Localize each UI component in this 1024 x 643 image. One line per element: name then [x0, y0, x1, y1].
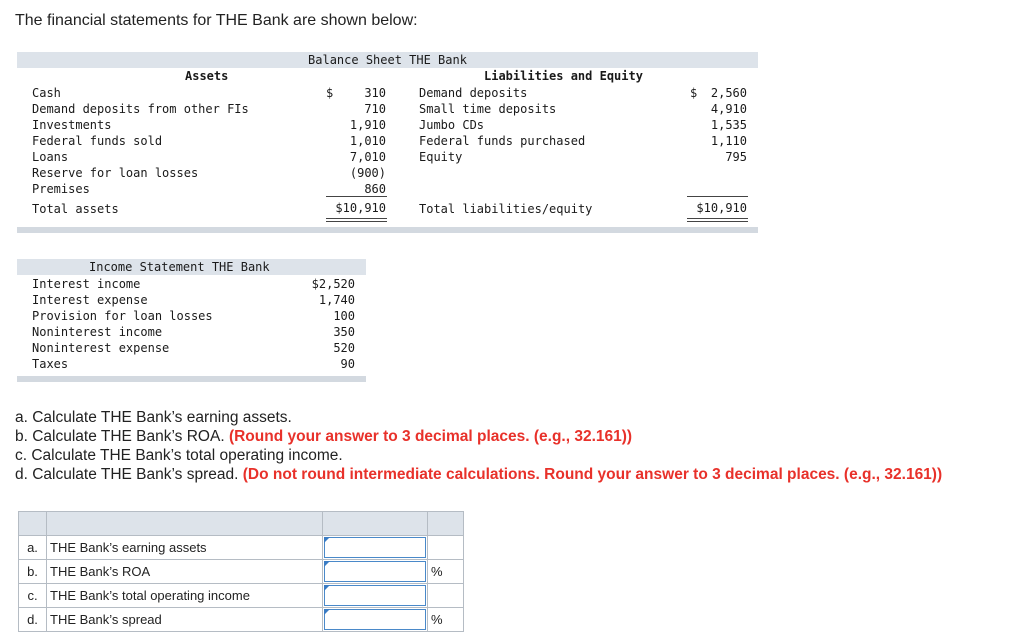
liability-value: 2,560 — [710, 86, 747, 100]
income-statement-footer-bar — [17, 376, 366, 382]
liability-values — [682, 85, 747, 165]
answer-row-c — [19, 584, 464, 608]
total-liabilities-label: Total liabilities/equity — [419, 202, 593, 216]
income-label: Noninterest income — [32, 325, 163, 339]
asset-total-double-rule — [326, 218, 387, 222]
answer-label: THE Bank’s earning assets — [47, 536, 323, 560]
answer-unit: % — [428, 608, 464, 632]
asset-subtotal-rule — [326, 196, 387, 197]
balance-sheet-footer-bar — [17, 227, 758, 233]
question-c-text: c. Calculate THE Bank’s total operating income. — [15, 447, 343, 464]
question-a-text: a. Calculate THE Bank’s earning assets. — [15, 409, 292, 426]
question-c — [15, 446, 942, 465]
income-value: $2,520 — [311, 277, 355, 291]
liability-labels — [419, 85, 585, 165]
liability-label: Small time deposits — [419, 102, 557, 116]
income-value: 100 — [333, 309, 355, 323]
income-value: 1,740 — [318, 293, 355, 307]
income-label: Noninterest expense — [32, 341, 170, 355]
intro-text: The financial statements for THE Bank are shown below: — [15, 12, 418, 29]
liability-value: 4,910 — [710, 102, 747, 116]
asset-label: Reserve for loan losses — [32, 166, 199, 180]
total-assets-value: $10,910 — [335, 201, 386, 215]
asset-label: Cash — [32, 86, 61, 100]
income-label: Taxes — [32, 357, 69, 371]
income-labels — [32, 276, 213, 372]
asset-values — [320, 85, 386, 197]
balance-sheet — [17, 52, 758, 234]
question-a — [15, 408, 942, 427]
asset-label: Investments — [32, 118, 112, 132]
liability-label: Jumbo CDs — [419, 118, 485, 132]
question-d — [15, 465, 942, 484]
answer-letter: d. — [19, 608, 47, 632]
liability-value: 1,535 — [710, 118, 747, 132]
total-operating-income-input[interactable] — [324, 585, 426, 606]
answer-label: THE Bank’s total operating income — [47, 584, 323, 608]
income-label: Provision for loan losses — [32, 309, 213, 323]
answer-label: THE Bank’s spread — [47, 608, 323, 632]
answer-letter: a. — [19, 536, 47, 560]
answer-row-a — [19, 536, 464, 560]
asset-labels — [32, 85, 249, 197]
income-statement-title: Income Statement THE Bank — [89, 260, 270, 274]
liability-label: Demand deposits — [419, 86, 528, 100]
question-b-note: (Round your answer to 3 decimal places. (e.g., 32.161)) — [228, 428, 633, 445]
liability-dollar-sign: $ — [690, 86, 698, 100]
total-liabilities-value: $10,910 — [696, 201, 747, 215]
income-values — [295, 276, 355, 372]
question-b-text: b. Calculate THE Bank’s ROA. — [15, 428, 225, 445]
assets-header: Assets — [185, 69, 229, 83]
asset-value: 310 — [364, 86, 386, 100]
answer-row-d — [19, 608, 464, 632]
question-d-text: d. Calculate THE Bank’s spread. — [15, 466, 239, 483]
income-value: 90 — [340, 357, 355, 371]
asset-label: Demand deposits from other FIs — [32, 102, 249, 116]
answer-table — [18, 511, 464, 632]
asset-value: 1,010 — [349, 134, 386, 148]
asset-label: Premises — [32, 182, 90, 196]
total-assets-label: Total assets — [32, 202, 119, 216]
liability-subtotal-rule — [687, 196, 748, 197]
asset-label: Federal funds sold — [32, 134, 163, 148]
answer-letter: c. — [19, 584, 47, 608]
asset-value: 710 — [364, 102, 386, 116]
spread-input[interactable] — [324, 609, 426, 630]
asset-dollar-sign: $ — [326, 86, 334, 100]
liabilities-header: Liabilities and Equity — [484, 69, 643, 83]
answer-label: THE Bank’s ROA — [47, 560, 323, 584]
answer-table-header — [19, 512, 464, 536]
liability-value: 795 — [725, 150, 747, 164]
income-value: 520 — [333, 341, 355, 355]
income-label: Interest expense — [32, 293, 148, 307]
asset-value: 7,010 — [349, 150, 386, 164]
liability-label: Equity — [419, 150, 463, 164]
answer-unit — [428, 536, 464, 560]
asset-value: 860 — [364, 182, 386, 196]
income-value: 350 — [333, 325, 355, 339]
income-statement — [17, 259, 366, 383]
balance-sheet-title: Balance Sheet THE Bank — [308, 53, 467, 67]
income-label: Interest income — [32, 277, 141, 291]
questions — [15, 408, 942, 484]
liability-value: 1,110 — [710, 134, 747, 148]
question-b — [15, 427, 942, 446]
liability-label: Federal funds purchased — [419, 134, 586, 148]
answer-unit — [428, 584, 464, 608]
asset-label: Loans — [32, 150, 69, 164]
asset-value: 1,910 — [349, 118, 386, 132]
answer-unit: % — [428, 560, 464, 584]
roa-input[interactable] — [324, 561, 426, 582]
liability-total-double-rule — [687, 218, 748, 222]
answer-row-b — [19, 560, 464, 584]
asset-value: (900) — [349, 166, 386, 180]
answer-letter: b. — [19, 560, 47, 584]
earning-assets-input[interactable] — [324, 537, 426, 558]
question-d-note: (Do not round intermediate calculations. Round your answer to 3 decimal places. (e.g., 32.161)) — [242, 466, 943, 483]
